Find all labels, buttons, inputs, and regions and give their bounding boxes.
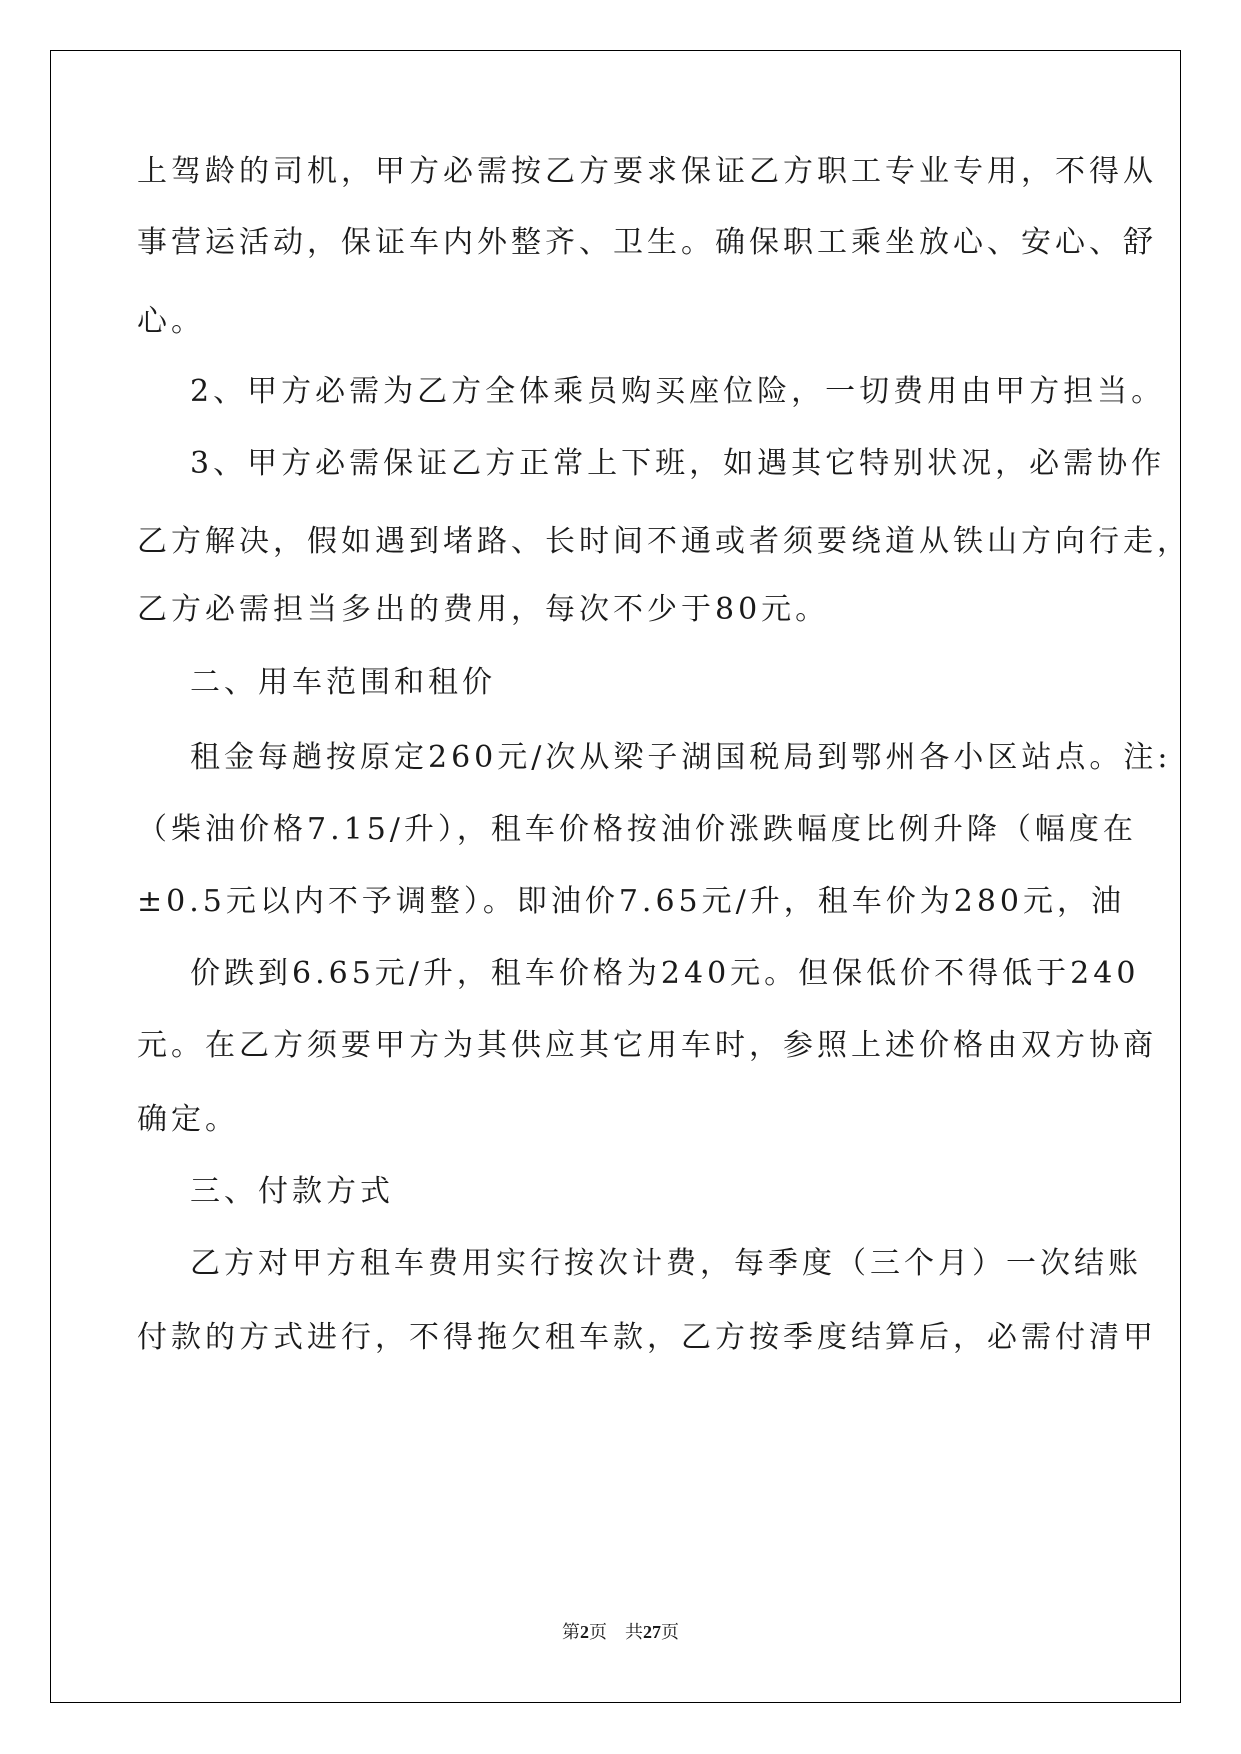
text-line: 租金每趟按原定260元/次从梁子湖国税局到鄂州各小区站点。注: [190,740,1172,775]
page-prefix: 第 [562,1622,580,1642]
text-line: 乙方必需担当多出的费用，每次不少于80元。 [137,592,830,627]
text-line: 确定。 [137,1102,239,1137]
text-line: 2、甲方必需为乙方全体乘员购买座位险，一切费用由甲方担当。 [190,374,1166,409]
page-suffix: 页 [589,1622,607,1642]
text-line: 心。 [137,304,205,339]
section-heading: 二、用车范围和租价 [190,665,496,700]
total-prefix: 共 [625,1622,643,1642]
total-pages: 27 [643,1622,661,1642]
text-line: 事营运活动，保证车内外整齐、卫生。确保职工乘坐放心、安心、舒 [137,225,1157,260]
page-footer [0,1618,1241,1644]
text-line: 乙方对甲方租车费用实行按次计费，每季度（三个月）一次结账 [190,1246,1142,1281]
text-line: 上驾龄的司机，甲方必需按乙方要求保证乙方职工专业专用，不得从 [137,154,1157,189]
section-heading: 三、付款方式 [190,1174,394,1209]
page-border [50,50,1181,1703]
page-number: 2 [580,1622,589,1642]
text-line: 付款的方式进行，不得拖欠租车款，乙方按季度结算后，必需付清甲 [137,1320,1157,1355]
text-line: 价跌到6.65元/升，租车价格为240元。但保低价不得低于240 [190,956,1140,991]
text-line: 元。在乙方须要甲方为其供应其它用车时，参照上述价格由双方协商 [137,1028,1157,1063]
text-line: 乙方解决，假如遇到堵路、长时间不通或者须要绕道从铁山方向行走， [137,524,1191,559]
text-line: 3、甲方必需保证乙方正常上下班，如遇其它特别状况，必需协作 [190,446,1166,481]
total-suffix: 页 [661,1622,679,1642]
text-line: ±0.5元以内不予调整）。即油价7.65元/升，租车价为280元，油 [137,884,1126,919]
text-line: （柴油价格7.15/升），租车价格按油价涨跌幅度比例升降（幅度在 [137,812,1137,847]
